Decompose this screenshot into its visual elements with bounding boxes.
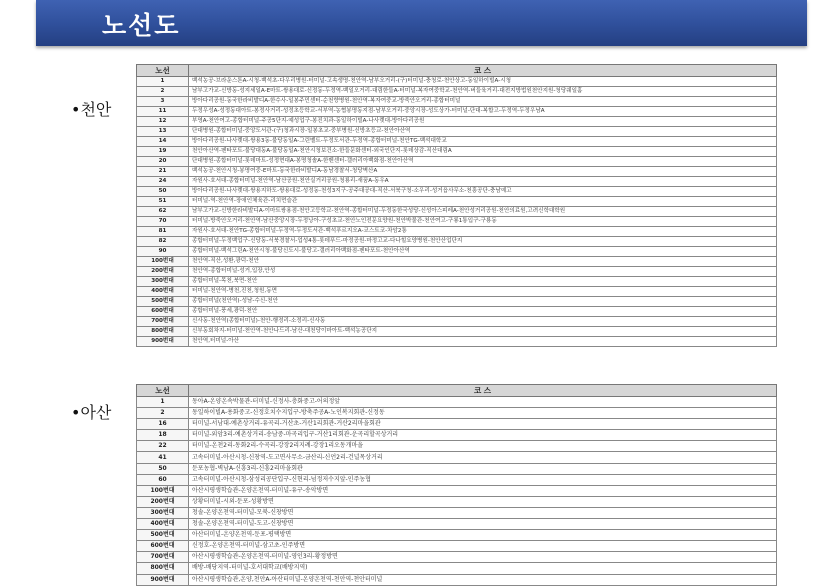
route-course: 청솔-온양온천역-터미널-모북-신창방면 bbox=[189, 507, 777, 518]
route-number: 82 bbox=[137, 237, 189, 247]
table-row bbox=[137, 237, 777, 247]
table-row bbox=[137, 574, 777, 585]
route-number: 21 bbox=[137, 167, 189, 177]
route-course: 터미널-외암3리-예촌상거리-송남중-마곡리입구-거산1리회관-운곡리할곡상거리 bbox=[189, 430, 777, 441]
route-course: 아산시평생학습관-온양온천역-터미널-유구-송악방면 bbox=[189, 485, 777, 496]
city-label-asan: •아산 bbox=[71, 403, 112, 422]
route-course: 터미널-서남대-예촌상거리-유곡리-거산초-거산1리회관-거산2리마을회관 bbox=[189, 419, 777, 430]
route-number: 24 bbox=[137, 177, 189, 187]
route-course: 청솔-온양온천역-터미널-도고-신창방면 bbox=[189, 519, 777, 530]
route-course: 종합터미널-두정백업구-신당동-서북경찰서-업성4통-롯데푸드-마정공원-마정고교-다나힐요양병원-천안산업단지 bbox=[189, 237, 777, 247]
route-course: 아산터미널-온양온천역-둔포-평택방면 bbox=[189, 530, 777, 541]
route-number: 1 bbox=[137, 77, 189, 87]
table-row bbox=[137, 197, 777, 207]
route-number: 600번대 bbox=[137, 307, 189, 317]
route-number: 100번대 bbox=[137, 257, 189, 267]
route-number: 50 bbox=[137, 187, 189, 197]
route-course: 백석농공-천안시청-봉명여중-E마트-동국한라비발디A-동남경찰서-청당벽산A bbox=[189, 167, 777, 177]
route-number: 700번대 bbox=[137, 317, 189, 327]
route-number: 400번대 bbox=[137, 519, 189, 530]
route-course: 방아다리공원-나사렛대-쌍용3동-불당동일A-그린벨트-두정도서관-두정역-종합터미널-천안TG-백석대학교 bbox=[189, 137, 777, 147]
route-number: 200번대 bbox=[137, 267, 189, 277]
route-course: 자원사-호서대-천안TG-종합터미널-두정역-두정도서관-백석푸르지오A-코스트코-차암2통 bbox=[189, 227, 777, 237]
route-course: 남부고가교-신방동-성지세일A-E마트-쌍용대로-신정동-두정역-백일오거리-대림한들A-터미널-복자여중학교-천안역-버들육거리-대전지방법원천안지원-청당쉐일홈 bbox=[189, 87, 777, 97]
route-course: 신정호-온양온천역-터미널-삼고초-인주방면 bbox=[189, 541, 777, 552]
table-row bbox=[137, 474, 777, 485]
route-course: 고속터미널-아산시청-삼성리공단입구-신현리-넘정저수지앞-인주농협 bbox=[189, 474, 777, 485]
table-row bbox=[137, 137, 777, 147]
route-number: 14 bbox=[137, 137, 189, 147]
table-row bbox=[137, 452, 777, 463]
route-course: 고속터미널-아산시청-신창역-도고면사무소-금산리-신언2리-건널목상거리 bbox=[189, 452, 777, 463]
route-number: 300번대 bbox=[137, 277, 189, 287]
route-course: 자원사-호서대-종합터미널-천안역-남산공원-천안실거리공원-청룡리-새꿈A-동우A bbox=[189, 177, 777, 187]
route-number: 500번대 bbox=[137, 530, 189, 541]
table-row bbox=[137, 267, 777, 277]
table-row bbox=[137, 227, 777, 237]
route-course: 종합터미널-목천,북면-천안 bbox=[189, 277, 777, 287]
route-number: 22 bbox=[137, 441, 189, 452]
route-course: 터미널-역-천안역-장애인체육관-리치먼슬관 bbox=[189, 197, 777, 207]
table-row bbox=[137, 485, 777, 496]
route-course: 동일하이빌A-용화중고-신정호치수지입구-방축주공A-노인복지회관-신정동 bbox=[189, 408, 777, 419]
table-row bbox=[137, 430, 777, 441]
route-course: 두정우성A-성정동대아트-봉정사거리-성정초등학교-서부역-농협봉명동지점-남부오거리-중앙시장-성도상가-터미널-단대-복합고-두정역-두정우남A bbox=[189, 107, 777, 117]
table-row bbox=[137, 257, 777, 267]
route-number: 11 bbox=[137, 107, 189, 117]
route-course: 부영A-천안여고-종합터미널-주공5단지-예성업구-봉진치과-동일하이빌A-나사렛대-방아다리공원 bbox=[189, 117, 777, 127]
route-number: 18 bbox=[137, 430, 189, 441]
table-row bbox=[137, 327, 777, 337]
route-course: 배방-배당지역-터미널-호서대학교(배방지역) bbox=[189, 563, 777, 574]
route-number: 900번대 bbox=[137, 574, 189, 585]
route-number: 60 bbox=[137, 474, 189, 485]
table-row bbox=[137, 177, 777, 187]
route-course: 종합터미널(천안역)-성남-수신-천안 bbox=[189, 297, 777, 307]
table-row bbox=[137, 441, 777, 452]
route-course: 단대병원-종합터미널-중앙도서관-(구)청과시장-일봉초교-중부병원-신방초등교-천안아산역 bbox=[189, 127, 777, 137]
table-row bbox=[137, 552, 777, 563]
table-row bbox=[137, 337, 777, 347]
table-header-row bbox=[137, 385, 777, 397]
table-row bbox=[137, 397, 777, 408]
table-row bbox=[137, 563, 777, 574]
route-course: 방아다리공원-동국한라비발디A-한수사-일봉주민센터-순천향병원-천안역-복자여중교-방죽안오거리-종합터미널 bbox=[189, 97, 777, 107]
route-number: 12 bbox=[137, 117, 189, 127]
table-header-row bbox=[137, 65, 777, 77]
route-number: 500번대 bbox=[137, 297, 189, 307]
table-row bbox=[137, 147, 777, 157]
table-row bbox=[137, 408, 777, 419]
route-number: 3 bbox=[137, 97, 189, 107]
route-number: 800번대 bbox=[137, 563, 189, 574]
table-row bbox=[137, 87, 777, 97]
header-route-number: 노선 bbox=[137, 65, 189, 77]
route-number: 200번대 bbox=[137, 496, 189, 507]
route-number: 900번대 bbox=[137, 337, 189, 347]
cheonan-route-table bbox=[136, 64, 777, 347]
route-course: 천안역-종합터미널-성거,입장,안성 bbox=[189, 267, 777, 277]
table-row bbox=[137, 207, 777, 217]
route-course: 터미널-방죽안오거리-천안역-남산중앙시장-두정낭아-구성초교-천안노인전문요양원-천안박물관-천안여고-구룡1통입구-구룡동 bbox=[189, 217, 777, 227]
route-course: 방아다리공원-나사렛대-쌍용지하도-쌍용대로-성정동-천성3지구-공주대공대-직산-서북구청-소우리-성거읍사무소-천흥공단-충남예고 bbox=[189, 187, 777, 197]
table-row bbox=[137, 287, 777, 297]
route-course: 천안역,터미널-아산 bbox=[189, 337, 777, 347]
table-row bbox=[137, 463, 777, 474]
header-route-course: 코 스 bbox=[189, 385, 777, 397]
table-row bbox=[137, 277, 777, 287]
route-course: 터미널-천안역-병천,진천,청원,동면 bbox=[189, 287, 777, 297]
table-row bbox=[137, 307, 777, 317]
route-course: 남부고가교-신방한라비발디A-이마트쌍용점-천안고등학교-천안역-종합터미널-두정동한국성당-신성아스피레A-천안성거리공원-천안의료원,고려신학대학원 bbox=[189, 207, 777, 217]
title-banner bbox=[36, 0, 807, 46]
route-number: 41 bbox=[137, 452, 189, 463]
header-route-number: 노선 bbox=[137, 385, 189, 397]
route-number: 400번대 bbox=[137, 287, 189, 297]
page-title: 노선도 bbox=[102, 11, 181, 40]
route-course: 동아A-온양온속박물관-터미널-신정사-충화중고-어의정앞 bbox=[189, 397, 777, 408]
route-course: 상황터미널-시외-둔포-성황방면 bbox=[189, 496, 777, 507]
route-course: 단대병원-종합터미널-롯데마트-성정현대A-봉명청솔A-한벤센터-갤러리아백화점-천안아산역 bbox=[189, 157, 777, 167]
asan-route-rows bbox=[137, 397, 777, 586]
table-row bbox=[137, 77, 777, 87]
city-label-cheonan: •천안 bbox=[71, 100, 112, 119]
route-number: 51 bbox=[137, 197, 189, 207]
route-course: 아산시평생학습관-온양온천역-터미널-영인3리-황정방면 bbox=[189, 552, 777, 563]
route-number: 16 bbox=[137, 419, 189, 430]
table-row bbox=[137, 317, 777, 327]
route-number: 700번대 bbox=[137, 552, 189, 563]
table-row bbox=[137, 127, 777, 137]
table-row bbox=[137, 507, 777, 518]
route-number: 20 bbox=[137, 157, 189, 167]
route-course: 종합터미널-풍세,광덕-천안 bbox=[189, 307, 777, 317]
table-row bbox=[137, 117, 777, 127]
route-number: 2 bbox=[137, 408, 189, 419]
table-row bbox=[137, 217, 777, 227]
route-number: 300번대 bbox=[137, 507, 189, 518]
table-row bbox=[137, 541, 777, 552]
table-row bbox=[137, 97, 777, 107]
header-route-course: 코 스 bbox=[189, 65, 777, 77]
route-course: 둔포농협-벽남A-신흥3리-신흥2리마을회관 bbox=[189, 463, 777, 474]
route-number: 800번대 bbox=[137, 327, 189, 337]
route-number: 100번대 bbox=[137, 485, 189, 496]
table-row bbox=[137, 496, 777, 507]
table-row bbox=[137, 419, 777, 430]
table-row bbox=[137, 530, 777, 541]
table-row bbox=[137, 187, 777, 197]
route-course: 백석농공-브라운스톤A-시청-백석초-다우리병원-터미널-고속생명-천안역-남부오거리-(구)터미널-충청로-천안상고-동일하이빌A-시청 bbox=[189, 77, 777, 87]
route-number: 2 bbox=[137, 87, 189, 97]
route-course: 신부동회차지-터미널-천안역-천안나드리-남산-대천당이마아트-백석농공단지 bbox=[189, 327, 777, 337]
table-row bbox=[137, 247, 777, 257]
table-row bbox=[137, 107, 777, 117]
table-row bbox=[137, 167, 777, 177]
route-course: 종합터미널-백석그린A-천안시청-불당신도시-불당고-갤러리아백화점-펜타포트-천안아산역 bbox=[189, 247, 777, 257]
route-number: 81 bbox=[137, 227, 189, 237]
route-number: 50 bbox=[137, 463, 189, 474]
route-course: 아산시평생학습관,온양,천안A-아산터미널-온양온천역-천안역-천안터미널 bbox=[189, 574, 777, 585]
route-number: 90 bbox=[137, 247, 189, 257]
table-row bbox=[137, 157, 777, 167]
route-number: 1 bbox=[137, 397, 189, 408]
cheonan-route-rows bbox=[137, 77, 777, 347]
asan-route-table bbox=[136, 384, 777, 586]
route-number: 13 bbox=[137, 127, 189, 137]
route-course: 천안역-직산,성환,광덕-천안 bbox=[189, 257, 777, 267]
table-row bbox=[137, 297, 777, 307]
route-number: 70 bbox=[137, 217, 189, 227]
route-number: 19 bbox=[137, 147, 189, 157]
route-course: 천안아산역-펜타포트-불당대동A-불당동일A-천안시청보건소-한들문화센터-외국인단지-롯데상감-직산대림A bbox=[189, 147, 777, 157]
table-row bbox=[137, 519, 777, 530]
route-course: 신사동-천안역(종합터미널)-천안-행정리-소정리-신사동 bbox=[189, 317, 777, 327]
route-number: 600번대 bbox=[137, 541, 189, 552]
route-number: 62 bbox=[137, 207, 189, 217]
route-course: 터미널-온천2리-동화2리-수곡리-강장2리지례-강장1리오동개마을 bbox=[189, 441, 777, 452]
